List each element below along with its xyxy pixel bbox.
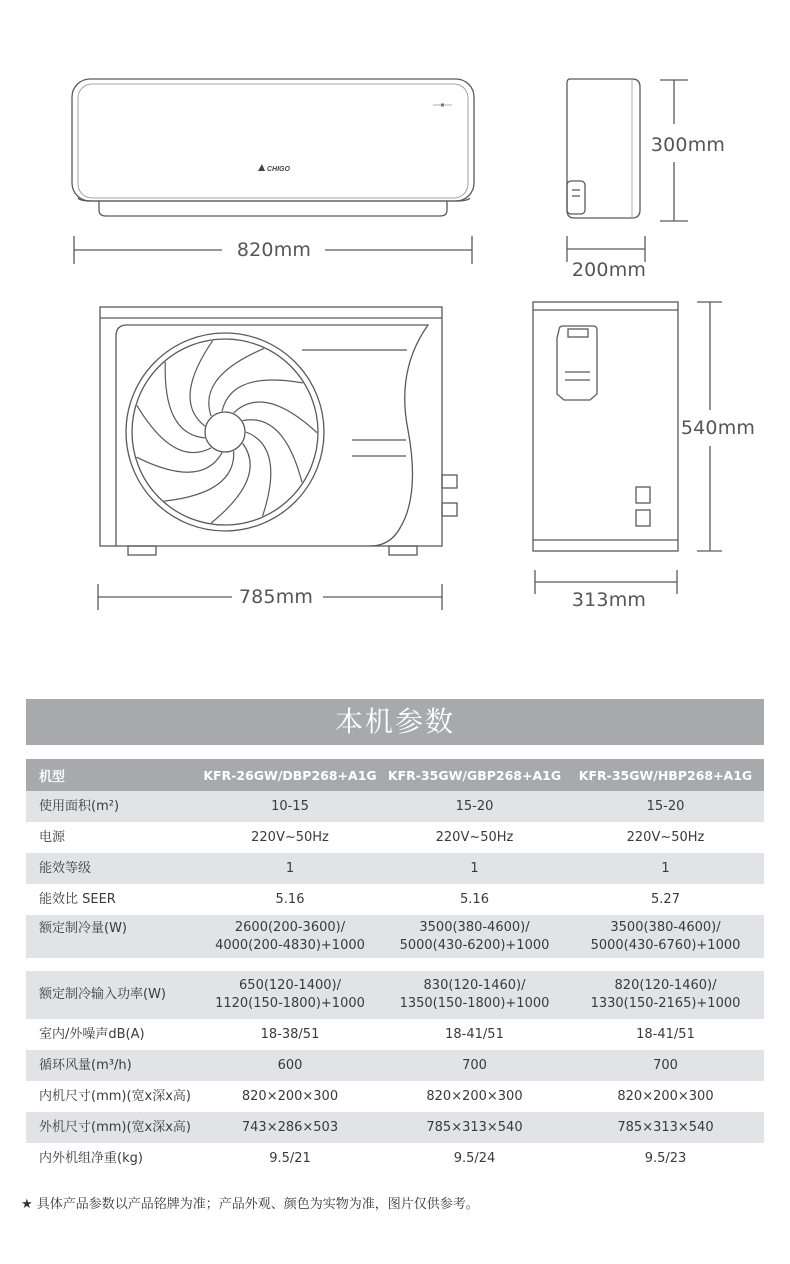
row-value	[382, 915, 567, 958]
row-label: 额定制冷量(W)	[26, 915, 198, 958]
fan-blade	[137, 405, 211, 452]
table-row	[26, 791, 764, 822]
value-line: 3500(380-4600)/	[419, 919, 530, 935]
row-value: 1	[382, 853, 567, 884]
footnote: ★ 具体产品参数以产品铭牌为准；产品外观、颜色为实物为准，图片仅供参考。	[21, 1197, 479, 1212]
fan-blade	[246, 432, 271, 516]
row-value	[198, 971, 382, 1019]
row-value: 785×313×540	[567, 1112, 764, 1143]
row-label: 内外机组净重(kg)	[39, 1150, 143, 1166]
value-line: 5000(430-6200)+1000	[399, 937, 550, 953]
table-row	[26, 1081, 764, 1112]
row-value	[382, 971, 567, 1019]
value-line: 830(120-1460)/	[423, 978, 526, 993]
outdoor-unit-front	[100, 307, 457, 555]
table-row	[26, 971, 764, 1019]
row-label: 能效比 SEER	[39, 891, 116, 907]
value-line: 3500(380-4600)/	[610, 919, 721, 935]
indoor-width-label: 820mm	[236, 239, 312, 261]
row-label: 额定制冷输入功率(W)	[26, 971, 198, 1019]
row-label: 电源	[39, 829, 66, 845]
row-value: 5.16	[275, 891, 305, 907]
header-model-1: KFR-26GW/DBP268+A1G	[198, 759, 382, 791]
outdoor-unit-side	[533, 302, 678, 551]
table-row	[26, 822, 764, 853]
row-label: 能效等级	[26, 853, 198, 884]
fan-blade	[190, 341, 213, 426]
fan-blade	[165, 362, 205, 438]
row-value: 9.5/21	[269, 1150, 311, 1166]
row-value: 15-20	[382, 791, 567, 822]
table-spacer	[26, 958, 764, 971]
row-label: 内机尺寸(mm)(宽x深x高)	[39, 1088, 192, 1104]
indoor-height-label: 300mm	[650, 134, 726, 156]
row-value: 820×200×300	[241, 1088, 339, 1104]
fan-blade	[234, 402, 317, 433]
row-value: 220V~50Hz	[251, 829, 329, 845]
row-value: 700	[382, 1050, 567, 1081]
value-line: 820(120-1460)/	[614, 978, 717, 993]
brand-logo-text: CHIGO	[267, 166, 290, 173]
outdoor-width-label: 785mm	[238, 586, 314, 608]
row-value	[198, 915, 382, 958]
row-value: 18-41/51	[636, 1026, 695, 1042]
row-value: 9.5/23	[644, 1150, 687, 1166]
row-value: 9.5/24	[453, 1150, 496, 1166]
indoor-depth-label: 200mm	[571, 259, 647, 281]
fan-blade	[222, 380, 303, 411]
header-model-2: KFR-35GW/GBP268+A1G	[382, 759, 567, 791]
value-line: 5000(430-6760)+1000	[590, 937, 741, 953]
row-value: 5.27	[651, 891, 680, 907]
fan-blade	[209, 349, 264, 417]
value-line: 1350(150-1800)+1000	[399, 996, 550, 1011]
spec-table	[26, 759, 764, 1174]
indoor-unit-front	[72, 79, 474, 216]
fan-blade	[211, 443, 250, 523]
value-line: 650(120-1400)/	[239, 978, 341, 993]
header-model-label: 机型	[26, 759, 198, 791]
row-value: 5.16	[460, 891, 489, 907]
row-value: 220V~50Hz	[435, 829, 514, 845]
row-value: 220V~50Hz	[626, 829, 705, 845]
row-value: 15-20	[567, 791, 764, 822]
table-row	[26, 1112, 764, 1143]
row-value	[567, 971, 764, 1019]
row-value: 700	[567, 1050, 764, 1081]
table-row	[26, 1143, 764, 1174]
table-row	[26, 884, 764, 915]
value-line: 1330(150-2165)+1000	[590, 996, 741, 1011]
row-label: 使用面积(m²)	[26, 791, 198, 822]
table-row	[26, 915, 764, 958]
row-value: 1	[567, 853, 764, 884]
table-header-row	[26, 759, 764, 791]
row-label: 室内/外噪声dB(A)	[39, 1026, 145, 1042]
value-line: 2600(200-3600)/	[234, 919, 346, 935]
row-value: 1	[198, 853, 382, 884]
row-value: 18-41/51	[445, 1026, 504, 1042]
fan-blade	[243, 420, 302, 483]
row-value: 785×313×540	[382, 1112, 567, 1143]
table-row	[26, 853, 764, 884]
indoor-unit-side	[567, 79, 640, 218]
value-line: 4000(200-4830)+1000	[215, 937, 365, 953]
row-value	[567, 915, 764, 958]
outdoor-depth-label: 313mm	[571, 589, 647, 611]
value-line: 1120(150-1800)+1000	[215, 996, 365, 1011]
params-title: 本机参数	[26, 699, 764, 745]
row-value: 10-15	[198, 791, 382, 822]
header-model-3: KFR-35GW/HBP268+A1G	[567, 759, 764, 791]
row-value: 600	[198, 1050, 382, 1081]
row-value: 18-38/51	[260, 1026, 320, 1042]
row-value: 743×286×503	[198, 1112, 382, 1143]
fan-blade	[137, 453, 223, 472]
table-row	[26, 1050, 764, 1081]
fan-blade	[164, 451, 234, 501]
outdoor-height-label: 540mm	[680, 417, 756, 439]
row-value: 820×200×300	[426, 1088, 523, 1104]
row-value: 820×200×300	[617, 1088, 714, 1104]
row-label: 外机尺寸(mm)(宽x深x高)	[26, 1112, 198, 1143]
row-label: 循环风量(m³/h)	[26, 1050, 198, 1081]
fan-blades	[137, 341, 318, 523]
table-row	[26, 1019, 764, 1050]
